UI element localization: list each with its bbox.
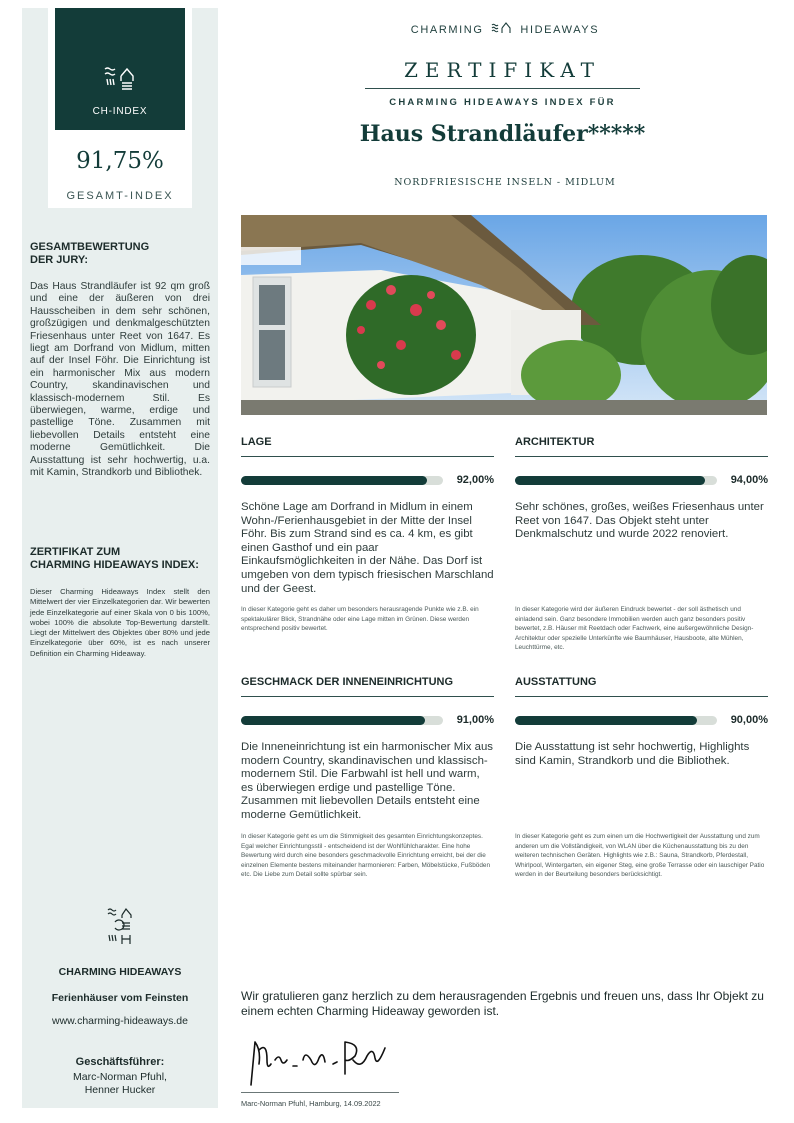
category-score: 91,00% [456, 714, 494, 726]
bar-fill [515, 476, 705, 485]
jury-heading [30, 241, 210, 267]
brand-mark-icon [491, 22, 513, 34]
category-text: Die Ausstattung ist sehr hochwertig, Highlights sind Kamin, Strandkorb und die Bibliothek. [515, 741, 750, 767]
category-ausstattung [515, 676, 768, 768]
category-score: 90,00% [730, 714, 768, 726]
score-bar [241, 471, 494, 491]
category-text: Schöne Lage am Dorfrand in Midlum in einem Wohn-/Ferienhausgebiet in der Mitte der Insel Föhr. Bis zum Strand sind es ca. 4 km, es gibt einen Gasthof und ein paar Einkaufsmöglichkeiten in der Nähe. Das Dorf ist umgeben von dem typisch friesischen Marschland und der Geest. [241, 501, 494, 595]
sidebar [22, 8, 218, 1108]
category-text: Die Inneneinrichtung ist ein harmonischer Mix aus modern Country, skandinavischen und klassisch-modernem Stil. Die Farbwahl ist hell und warm, es überwiegen erdige und pastellige Töne. Zusammen mit liebevollen Details entsteht eine moderne Gemütlichkeit. [241, 741, 493, 821]
footer-url[interactable]: www.charming-hideaways.de [52, 1015, 188, 1027]
score-bar [515, 471, 768, 491]
category-geschmack [241, 676, 494, 823]
badge-label: CH-INDEX [92, 106, 148, 117]
total-score-label: GESAMT-INDEX [66, 190, 174, 202]
index-badge [48, 8, 192, 208]
signature-caption: Marc-Norman Pfuhl, Hamburg, 14.09.2022 [241, 1099, 381, 1108]
category-note: In dieser Kategorie geht es um die Stimmigkeit des gesamten Einrichtungskonzeptes. Egal welcher Einrichtungsstil - entscheidend ist der Wohlfühlcharakter. Eine hohe Bewertung wird durch eine besonders geschmackvolle Einrichtung erreicht, bei der die einzelnen Elemente bestens miteinander harmonieren: Farben, Möbelstücke, Fußböden etc. Die Liebe zum Detail sollte spürbar sein. [241, 833, 491, 879]
certificate-heading [30, 546, 210, 572]
certificate-heading-line-2: CHARMING HIDEAWAYS INDEX: [30, 559, 199, 571]
footer-company: CHARMING HIDEAWAYS [58, 966, 182, 978]
house-name: Haus Strandläufer***** [359, 121, 646, 147]
category-divider [241, 456, 494, 457]
category-text: Sehr schönes, großes, weißes Friesenhaus unter Reet von 1647. Das Objekt steht unter Denkmalschutz und wurde 2022 renoviert. [515, 501, 764, 541]
certificate-title: ZERTIFIKAT [403, 58, 602, 82]
category-lage [241, 436, 494, 596]
bar-fill [241, 716, 425, 725]
signature-line [241, 1092, 399, 1093]
jury-heading-line-1: GESAMTBEWERTUNG [30, 241, 150, 253]
charming-hideaways-logo-icon [55, 64, 185, 90]
category-title: LAGE [241, 436, 272, 448]
bar-track [515, 476, 717, 485]
house-photo [241, 215, 767, 415]
badge-header [55, 8, 185, 130]
signature-image [241, 1030, 401, 1090]
certificate-heading-line-1: ZERTIFIKAT ZUM [30, 546, 121, 558]
category-divider [515, 456, 768, 457]
brand-name: CHARMING [410, 24, 484, 36]
category-architektur [515, 436, 768, 542]
score-bar [515, 711, 768, 731]
category-title: ARCHITEKTUR [515, 436, 595, 448]
footer-logo-icon [105, 906, 135, 948]
score-bar [241, 711, 494, 731]
bar-track [515, 716, 717, 725]
category-note: In dieser Kategorie wird der äußeren Eindruck bewertet - der soll ästhetisch und einladend sein. Ganz besondere Immobilien werden auch ganz besonders positiv bewertet, z.B. Häuser mit Reetdach oder Fachwerk, eine außergewöhnliche Design-Architektur oder spezielle Unterkünfte wie Baumhäuser, Hausboote, alte Mühlen, Leuchttürme, etc. [515, 606, 754, 652]
category-score: 92,00% [456, 474, 494, 486]
manager-name-2: Henner Hucker [84, 1084, 156, 1096]
bar-track [241, 476, 443, 485]
jury-heading-line-2: DER JURY: [30, 254, 89, 266]
certificate-text: Dieser Charming Hideaways Index stellt den Mittelwert der vier Einzelkategorien dar. Wir bewerten jede Einzelkategorie auf einer Skala von 0 bis 100%, wobei 100% die absolute Top-Bewertung darstellt. Liegt der Mittelwert des Objektes über 80% und jede Einzelkategorie über 60%, ist es nach unserer Definition ein Charming Hideaway. [30, 587, 210, 658]
footer-tagline: Ferienhäuser vom Feinsten [51, 992, 189, 1004]
category-title: AUSSTATTUNG [515, 676, 597, 688]
category-title: GESCHMACK DER INNENEINRICHTUNG [241, 676, 454, 688]
category-divider [241, 696, 494, 697]
jury-text: Das Haus Strandläufer ist 92 qm groß und eine der äußeren von drei Hausscheiben in dem sehr schönen, großzügigen und denkmalgeschützten Friesenhaus unter Reet von 1647. Es liegt am Dorfrand von Midlum, mitten auf der Insel Föhr. Die Einrichtung ist ein harmonischer Mix aus modern Country, skandinavischen und klassisch-modernem Stil. Es überwiegen, warme, erdige und pastellige Töne. Zusammen mit liebevollen Details entsteht eine moderne Gemütlichkeit. Die Ausstattung ist sehr hochwertig, u.a. mit Kamin, Strandkorb und Bibliothek. [30, 281, 210, 479]
certificate-subtitle: CHARMING HIDEAWAYS INDEX FÜR [389, 97, 616, 108]
manager-name-1: Marc-Norman Pfuhl, [73, 1071, 167, 1083]
title-divider [365, 88, 640, 89]
brand-header [380, 20, 630, 38]
category-note: In dieser Kategorie geht es zum einen um die Hochwertigkeit der Ausstattung und zum anderen um die Vollständigkeit, von WLAN über die Küchenausstattung bis zu den weiteren technischen Geräten. Highlights wie z.B.: Sauna, Strandkorb, Pferdestall, Whirlpool, Wintergarten, ein eigener Steg, eine große Terrasse oder ein lauschiger Patio werden in der Beurteilung besonders berücksichtigt. [515, 833, 765, 879]
region: NORDFRIESISCHE INSELN - MIDLUM [394, 177, 616, 188]
bar-fill [241, 476, 427, 485]
category-note: In dieser Kategorie geht es daher um besonders herausragende Punkte wie z.B. ein spektakulärer Blick, Strandnähe oder eine Lage mitten im Grünen. Diese werden entsprechend positiv bewertet. [241, 606, 479, 633]
category-score: 94,00% [730, 474, 768, 486]
manager-heading: Geschäftsführer: [75, 1056, 165, 1068]
brand-name-2: HIDEAWAYS [520, 24, 600, 36]
category-divider [515, 696, 768, 697]
bar-track [241, 716, 443, 725]
bar-fill [515, 716, 697, 725]
total-score: 91,75% [76, 148, 164, 174]
congratulations-text: Wir gratulieren ganz herzlich zu dem herausragenden Ergebnis und freuen uns, dass Ihr Objekt zu einem echten Charming Hideaway geworden ist. [241, 989, 764, 1018]
